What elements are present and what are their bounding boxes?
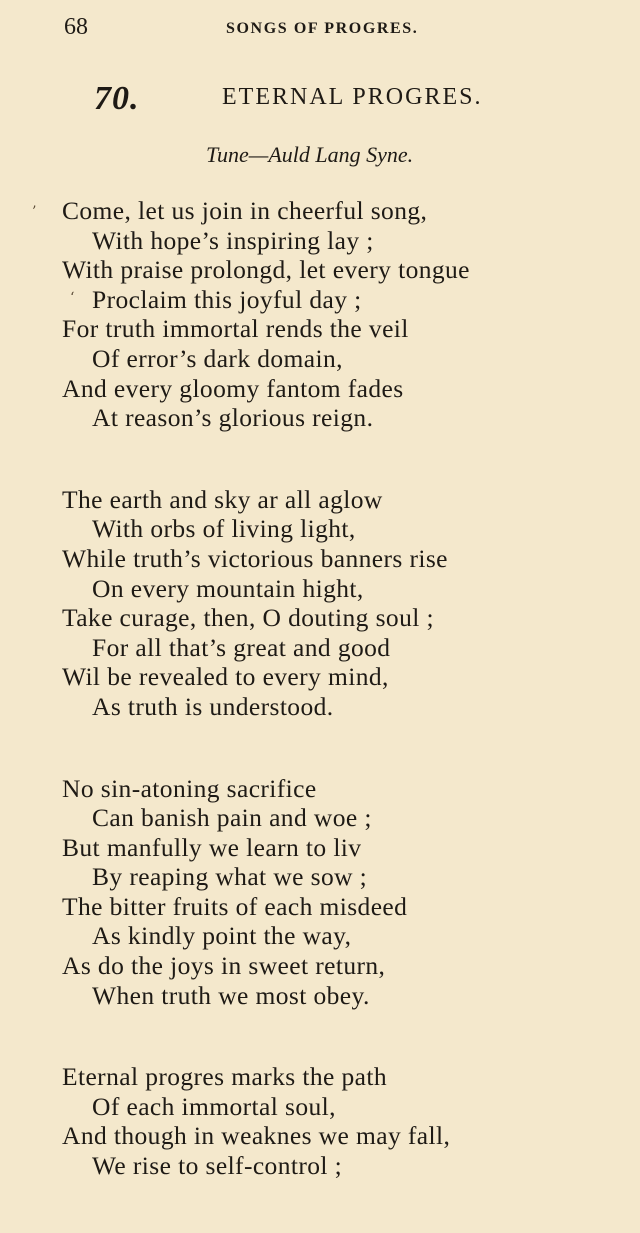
verse-line: And every gloomy fantom fades bbox=[62, 373, 404, 403]
verse-line: Wil be revealed to every mind, bbox=[62, 662, 389, 692]
running-title: SONGS OF PROGRES. bbox=[226, 20, 419, 37]
page-number: 68 bbox=[64, 14, 88, 40]
verse-line: While truth’s victorious banners rise bbox=[62, 543, 448, 573]
verse-line: As truth is understood. bbox=[92, 691, 334, 721]
verse-line: When truth we most obey. bbox=[92, 980, 370, 1010]
verse-line: Take curage, then, O douting soul ; bbox=[62, 603, 434, 633]
stanza bbox=[62, 485, 632, 722]
verse-line: On every mountain hight, bbox=[92, 573, 364, 603]
hymn-number: 70. bbox=[94, 80, 140, 117]
verse-line: And though in weaknes we may fall, bbox=[62, 1121, 451, 1151]
verse-line: With praise prolongd, let every tongue bbox=[62, 255, 470, 285]
tune-line: Tune—Auld Lang Syne. bbox=[206, 142, 414, 167]
verse-line: But manfully we learn to liv bbox=[62, 832, 362, 862]
verse-line: As kindly point the way, bbox=[92, 921, 352, 951]
verse-line: As do the joys in sweet return, bbox=[62, 951, 386, 981]
verse-line: At reason’s glorious reign. bbox=[92, 403, 374, 433]
running-head bbox=[64, 14, 490, 44]
verse-line: Can banish pain and woe ; bbox=[92, 803, 372, 833]
verse-line: No sin-atoning sacrifice bbox=[62, 773, 317, 803]
verse-line: With orbs of living light, bbox=[92, 514, 356, 544]
verse-line: By reaping what we sow ; bbox=[92, 862, 368, 892]
verse-line: The bitter fruits of each misdeed bbox=[62, 891, 408, 921]
verse-line: For truth immortal rends the veil bbox=[62, 314, 409, 344]
stanza bbox=[62, 774, 632, 1011]
verse-line: For all that’s great and good bbox=[92, 632, 391, 662]
verse-line: Of each immortal soul, bbox=[92, 1091, 336, 1121]
verse-line: Eternal progres marks the path bbox=[62, 1062, 387, 1092]
verse-line: Proclaim this joyful day ; bbox=[92, 284, 362, 314]
stanza bbox=[62, 196, 632, 433]
verse-line: Come, let us join in cheerful song, bbox=[62, 196, 428, 225]
verse-line: The earth and sky ar all aglow bbox=[62, 484, 383, 514]
hymn-title: ETERNAL PROGRES. bbox=[222, 84, 483, 110]
verse-line: We rise to self-control ; bbox=[92, 1151, 343, 1181]
margin-speck: ‘ bbox=[70, 290, 75, 306]
verse-line: Of error’s dark domain, bbox=[92, 343, 343, 373]
verse-line: With hope’s inspiring lay ; bbox=[92, 225, 374, 255]
hymn-verses bbox=[62, 196, 632, 1233]
margin-speck: ’ bbox=[32, 204, 37, 220]
